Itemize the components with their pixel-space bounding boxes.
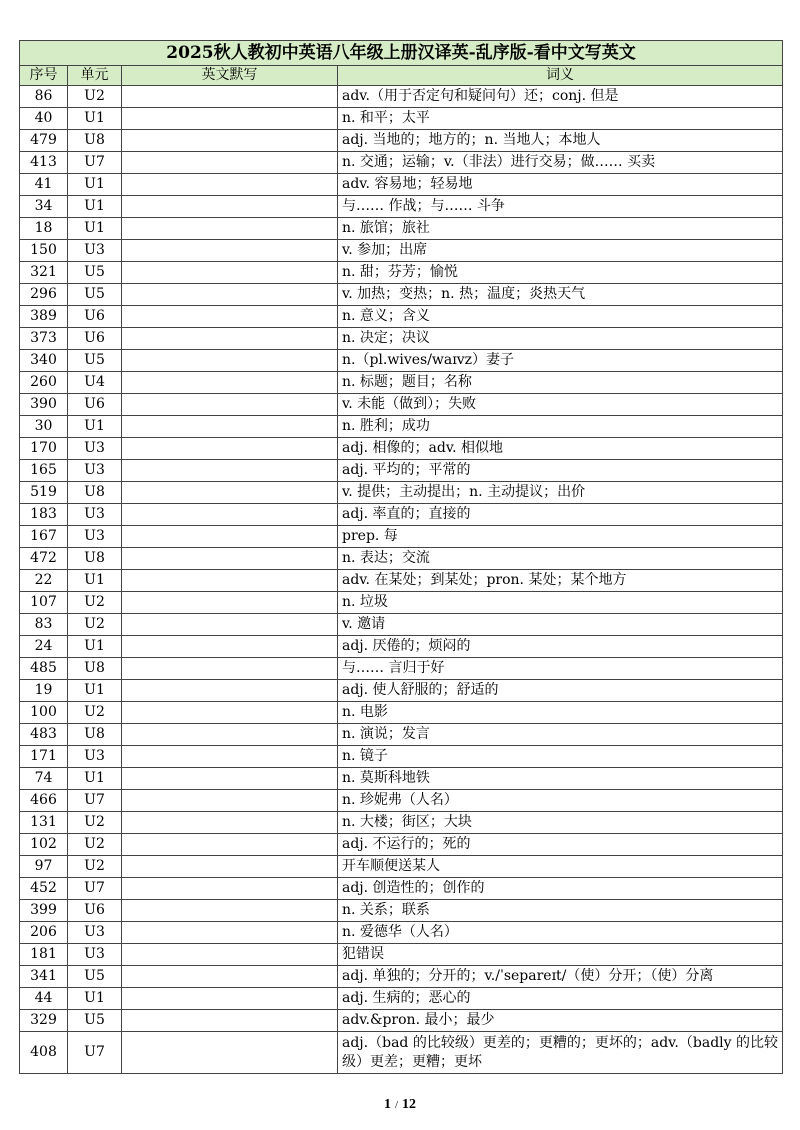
answer-blank[interactable] xyxy=(122,482,338,504)
row-number: 86 xyxy=(20,86,68,108)
row-meaning: v. 参加；出席 xyxy=(338,240,783,262)
answer-blank[interactable] xyxy=(122,768,338,790)
row-meaning: n. 甜；芬芳；愉悦 xyxy=(338,262,783,284)
table-row xyxy=(20,988,783,1010)
row-number: 390 xyxy=(20,394,68,416)
answer-blank[interactable] xyxy=(122,284,338,306)
table-row xyxy=(20,196,783,218)
row-unit: U3 xyxy=(68,460,122,482)
answer-blank[interactable] xyxy=(122,86,338,108)
row-unit: U8 xyxy=(68,658,122,680)
row-unit: U7 xyxy=(68,790,122,812)
answer-blank[interactable] xyxy=(122,856,338,878)
row-meaning: n. 关系；联系 xyxy=(338,900,783,922)
row-number: 100 xyxy=(20,702,68,724)
table-row xyxy=(20,702,783,724)
table-row xyxy=(20,1010,783,1032)
answer-blank[interactable] xyxy=(122,812,338,834)
answer-blank[interactable] xyxy=(122,900,338,922)
row-number: 44 xyxy=(20,988,68,1010)
row-unit: U6 xyxy=(68,306,122,328)
row-unit: U8 xyxy=(68,724,122,746)
row-number: 373 xyxy=(20,328,68,350)
row-number: 34 xyxy=(20,196,68,218)
answer-blank[interactable] xyxy=(122,372,338,394)
row-meaning: prep. 每 xyxy=(338,526,783,548)
answer-blank[interactable] xyxy=(122,152,338,174)
row-unit: U2 xyxy=(68,86,122,108)
row-meaning: adj. 当地的；地方的；n. 当地人；本地人 xyxy=(338,130,783,152)
row-number: 296 xyxy=(20,284,68,306)
answer-blank[interactable] xyxy=(122,702,338,724)
answer-blank[interactable] xyxy=(122,966,338,988)
row-meaning: adv. 容易地；轻易地 xyxy=(338,174,783,196)
row-number: 41 xyxy=(20,174,68,196)
table-row xyxy=(20,306,783,328)
row-unit: U8 xyxy=(68,130,122,152)
row-unit: U8 xyxy=(68,548,122,570)
table-row xyxy=(20,812,783,834)
row-meaning: v. 未能（做到）；失败 xyxy=(338,394,783,416)
row-meaning: n. 决定；决议 xyxy=(338,328,783,350)
worksheet xyxy=(19,40,782,1074)
answer-blank[interactable] xyxy=(122,944,338,966)
row-meaning: adj. 不运行的；死的 xyxy=(338,834,783,856)
row-number: 30 xyxy=(20,416,68,438)
row-meaning: adj.（bad 的比较级）更差的；更糟的；更坏的；adv.（badly 的比较级）更差；更糟；更坏 xyxy=(338,1032,783,1074)
answer-blank[interactable] xyxy=(122,1032,338,1074)
row-number: 170 xyxy=(20,438,68,460)
table-row xyxy=(20,108,783,130)
row-meaning: n. 垃圾 xyxy=(338,592,783,614)
table-row xyxy=(20,746,783,768)
answer-blank[interactable] xyxy=(122,108,338,130)
row-meaning: adv.（用于否定句和疑问句）还；conj. 但是 xyxy=(338,86,783,108)
table-row xyxy=(20,394,783,416)
row-unit: U1 xyxy=(68,768,122,790)
row-unit: U5 xyxy=(68,966,122,988)
row-number: 19 xyxy=(20,680,68,702)
table-row xyxy=(20,834,783,856)
row-unit: U2 xyxy=(68,812,122,834)
page-separator: / xyxy=(394,1099,399,1111)
current-page: 1 xyxy=(383,1097,391,1112)
row-meaning: n. 意义；含义 xyxy=(338,306,783,328)
answer-blank[interactable] xyxy=(122,746,338,768)
row-number: 24 xyxy=(20,636,68,658)
answer-blank[interactable] xyxy=(122,790,338,812)
row-number: 102 xyxy=(20,834,68,856)
row-unit: U7 xyxy=(68,152,122,174)
table-row xyxy=(20,482,783,504)
row-meaning: 与…… 言归于好 xyxy=(338,658,783,680)
row-number: 74 xyxy=(20,768,68,790)
table-row xyxy=(20,460,783,482)
table-row xyxy=(20,262,783,284)
row-meaning: adj. 平均的；平常的 xyxy=(338,460,783,482)
row-unit: U2 xyxy=(68,856,122,878)
row-number: 485 xyxy=(20,658,68,680)
row-unit: U1 xyxy=(68,196,122,218)
answer-blank[interactable] xyxy=(122,438,338,460)
row-unit: U1 xyxy=(68,636,122,658)
table-row xyxy=(20,174,783,196)
row-number: 165 xyxy=(20,460,68,482)
row-unit: U1 xyxy=(68,570,122,592)
row-number: 519 xyxy=(20,482,68,504)
worksheet-title: 2025秋人教初中英语八年级上册汉译英-乱序版-看中文写英文 xyxy=(20,41,783,66)
table-row xyxy=(20,570,783,592)
row-number: 167 xyxy=(20,526,68,548)
answer-blank[interactable] xyxy=(122,724,338,746)
row-unit: U1 xyxy=(68,416,122,438)
answer-blank[interactable] xyxy=(122,350,338,372)
header-num: 序号 xyxy=(20,66,68,86)
table-row xyxy=(20,966,783,988)
row-number: 171 xyxy=(20,746,68,768)
row-number: 389 xyxy=(20,306,68,328)
answer-blank[interactable] xyxy=(122,196,338,218)
table-row xyxy=(20,240,783,262)
answer-blank[interactable] xyxy=(122,416,338,438)
answer-blank[interactable] xyxy=(122,614,338,636)
row-meaning: 犯错误 xyxy=(338,944,783,966)
row-unit: U5 xyxy=(68,350,122,372)
answer-blank[interactable] xyxy=(122,130,338,152)
row-meaning: n. 旅馆；旅社 xyxy=(338,218,783,240)
row-number: 452 xyxy=(20,878,68,900)
row-unit: U5 xyxy=(68,262,122,284)
row-number: 131 xyxy=(20,812,68,834)
table-row xyxy=(20,724,783,746)
row-unit: U3 xyxy=(68,944,122,966)
table-row xyxy=(20,372,783,394)
row-meaning: n. 爱德华（人名） xyxy=(338,922,783,944)
answer-blank[interactable] xyxy=(122,306,338,328)
table-row xyxy=(20,526,783,548)
row-meaning: 开车顺便送某人 xyxy=(338,856,783,878)
table-row xyxy=(20,878,783,900)
table-row xyxy=(20,614,783,636)
row-number: 22 xyxy=(20,570,68,592)
row-number: 329 xyxy=(20,1010,68,1032)
row-number: 483 xyxy=(20,724,68,746)
table-row xyxy=(20,680,783,702)
row-unit: U7 xyxy=(68,878,122,900)
row-unit: U4 xyxy=(68,372,122,394)
row-unit: U8 xyxy=(68,482,122,504)
table-row xyxy=(20,350,783,372)
row-unit: U2 xyxy=(68,834,122,856)
answer-blank[interactable] xyxy=(122,592,338,614)
answer-blank[interactable] xyxy=(122,328,338,350)
row-unit: U3 xyxy=(68,922,122,944)
table-row xyxy=(20,328,783,350)
answer-blank[interactable] xyxy=(122,1010,338,1032)
row-unit: U3 xyxy=(68,438,122,460)
row-meaning: v. 加热；变热；n. 热；温度；炎热天气 xyxy=(338,284,783,306)
row-number: 150 xyxy=(20,240,68,262)
vocab-table xyxy=(19,40,783,1074)
row-number: 83 xyxy=(20,614,68,636)
row-meaning: n. 胜利；成功 xyxy=(338,416,783,438)
row-number: 260 xyxy=(20,372,68,394)
row-unit: U1 xyxy=(68,174,122,196)
page-indicator xyxy=(0,1097,800,1113)
row-number: 107 xyxy=(20,592,68,614)
row-meaning: n. 交通；运输；v.（非法）进行交易；做…… 买卖 xyxy=(338,152,783,174)
row-unit: U6 xyxy=(68,394,122,416)
row-number: 340 xyxy=(20,350,68,372)
row-number: 341 xyxy=(20,966,68,988)
row-unit: U2 xyxy=(68,702,122,724)
answer-blank[interactable] xyxy=(122,922,338,944)
row-meaning: adj. 率直的；直接的 xyxy=(338,504,783,526)
row-number: 399 xyxy=(20,900,68,922)
row-unit: U5 xyxy=(68,284,122,306)
row-meaning: v. 邀请 xyxy=(338,614,783,636)
answer-blank[interactable] xyxy=(122,526,338,548)
row-unit: U7 xyxy=(68,1032,122,1074)
row-unit: U3 xyxy=(68,504,122,526)
table-row xyxy=(20,658,783,680)
row-meaning: n. 大楼；街区；大块 xyxy=(338,812,783,834)
header-answer: 英文默写 xyxy=(122,66,338,86)
answer-blank[interactable] xyxy=(122,658,338,680)
table-row xyxy=(20,790,783,812)
row-meaning: 与…… 作战；与…… 斗争 xyxy=(338,196,783,218)
table-row xyxy=(20,636,783,658)
answer-blank[interactable] xyxy=(122,240,338,262)
row-number: 472 xyxy=(20,548,68,570)
table-row xyxy=(20,152,783,174)
answer-blank[interactable] xyxy=(122,174,338,196)
row-meaning: n. 珍妮弗（人名） xyxy=(338,790,783,812)
row-unit: U3 xyxy=(68,746,122,768)
table-row xyxy=(20,86,783,108)
answer-blank[interactable] xyxy=(122,636,338,658)
row-meaning: n. 莫斯科地铁 xyxy=(338,768,783,790)
row-number: 40 xyxy=(20,108,68,130)
row-meaning: n. 演说；发言 xyxy=(338,724,783,746)
row-unit: U1 xyxy=(68,108,122,130)
row-meaning: adj. 创造性的；创作的 xyxy=(338,878,783,900)
row-number: 206 xyxy=(20,922,68,944)
row-meaning: n. 标题；题目；名称 xyxy=(338,372,783,394)
table-row xyxy=(20,438,783,460)
answer-blank[interactable] xyxy=(122,394,338,416)
row-meaning: n. 镜子 xyxy=(338,746,783,768)
answer-blank[interactable] xyxy=(122,988,338,1010)
answer-blank[interactable] xyxy=(122,878,338,900)
row-number: 321 xyxy=(20,262,68,284)
table-row xyxy=(20,548,783,570)
table-row xyxy=(20,284,783,306)
table-row xyxy=(20,592,783,614)
row-number: 466 xyxy=(20,790,68,812)
row-unit: U1 xyxy=(68,988,122,1010)
answer-blank[interactable] xyxy=(122,834,338,856)
row-unit: U2 xyxy=(68,592,122,614)
row-unit: U1 xyxy=(68,680,122,702)
answer-blank[interactable] xyxy=(122,680,338,702)
table-row xyxy=(20,856,783,878)
row-meaning: adj. 相像的；adv. 相似地 xyxy=(338,438,783,460)
row-number: 183 xyxy=(20,504,68,526)
answer-blank[interactable] xyxy=(122,548,338,570)
row-meaning: n. 和平；太平 xyxy=(338,108,783,130)
vocab-rows xyxy=(20,86,783,1074)
header-unit: 单元 xyxy=(68,66,122,86)
row-unit: U2 xyxy=(68,614,122,636)
header-meaning: 词义 xyxy=(338,66,783,86)
row-meaning: adv.&pron. 最小；最少 xyxy=(338,1010,783,1032)
table-row xyxy=(20,130,783,152)
row-meaning: adj. 单独的；分开的；v./ˈsepareɪt/（使）分开；（使）分离 xyxy=(338,966,783,988)
row-unit: U3 xyxy=(68,240,122,262)
row-number: 181 xyxy=(20,944,68,966)
row-unit: U3 xyxy=(68,526,122,548)
table-row xyxy=(20,944,783,966)
row-meaning: n.（pl.wives/waɪvz）妻子 xyxy=(338,350,783,372)
table-row xyxy=(20,768,783,790)
answer-blank[interactable] xyxy=(122,460,338,482)
answer-blank[interactable] xyxy=(122,262,338,284)
table-row xyxy=(20,922,783,944)
table-row xyxy=(20,504,783,526)
table-row xyxy=(20,218,783,240)
row-unit: U6 xyxy=(68,900,122,922)
answer-blank[interactable] xyxy=(122,504,338,526)
row-unit: U6 xyxy=(68,328,122,350)
row-number: 408 xyxy=(20,1032,68,1074)
row-meaning: n. 表达；交流 xyxy=(338,548,783,570)
row-unit: U5 xyxy=(68,1010,122,1032)
table-row xyxy=(20,416,783,438)
row-unit: U1 xyxy=(68,218,122,240)
row-number: 97 xyxy=(20,856,68,878)
row-meaning: adj. 厌倦的；烦闷的 xyxy=(338,636,783,658)
row-meaning: adv. 在某处；到某处；pron. 某处；某个地方 xyxy=(338,570,783,592)
row-meaning: adj. 使人舒服的；舒适的 xyxy=(338,680,783,702)
table-row xyxy=(20,900,783,922)
answer-blank[interactable] xyxy=(122,218,338,240)
row-number: 18 xyxy=(20,218,68,240)
row-number: 479 xyxy=(20,130,68,152)
row-meaning: v. 提供；主动提出；n. 主动提议；出价 xyxy=(338,482,783,504)
row-number: 413 xyxy=(20,152,68,174)
row-meaning: adj. 生病的；恶心的 xyxy=(338,988,783,1010)
row-meaning: n. 电影 xyxy=(338,702,783,724)
table-row xyxy=(20,1032,783,1074)
answer-blank[interactable] xyxy=(122,570,338,592)
total-pages: 12 xyxy=(402,1097,417,1112)
